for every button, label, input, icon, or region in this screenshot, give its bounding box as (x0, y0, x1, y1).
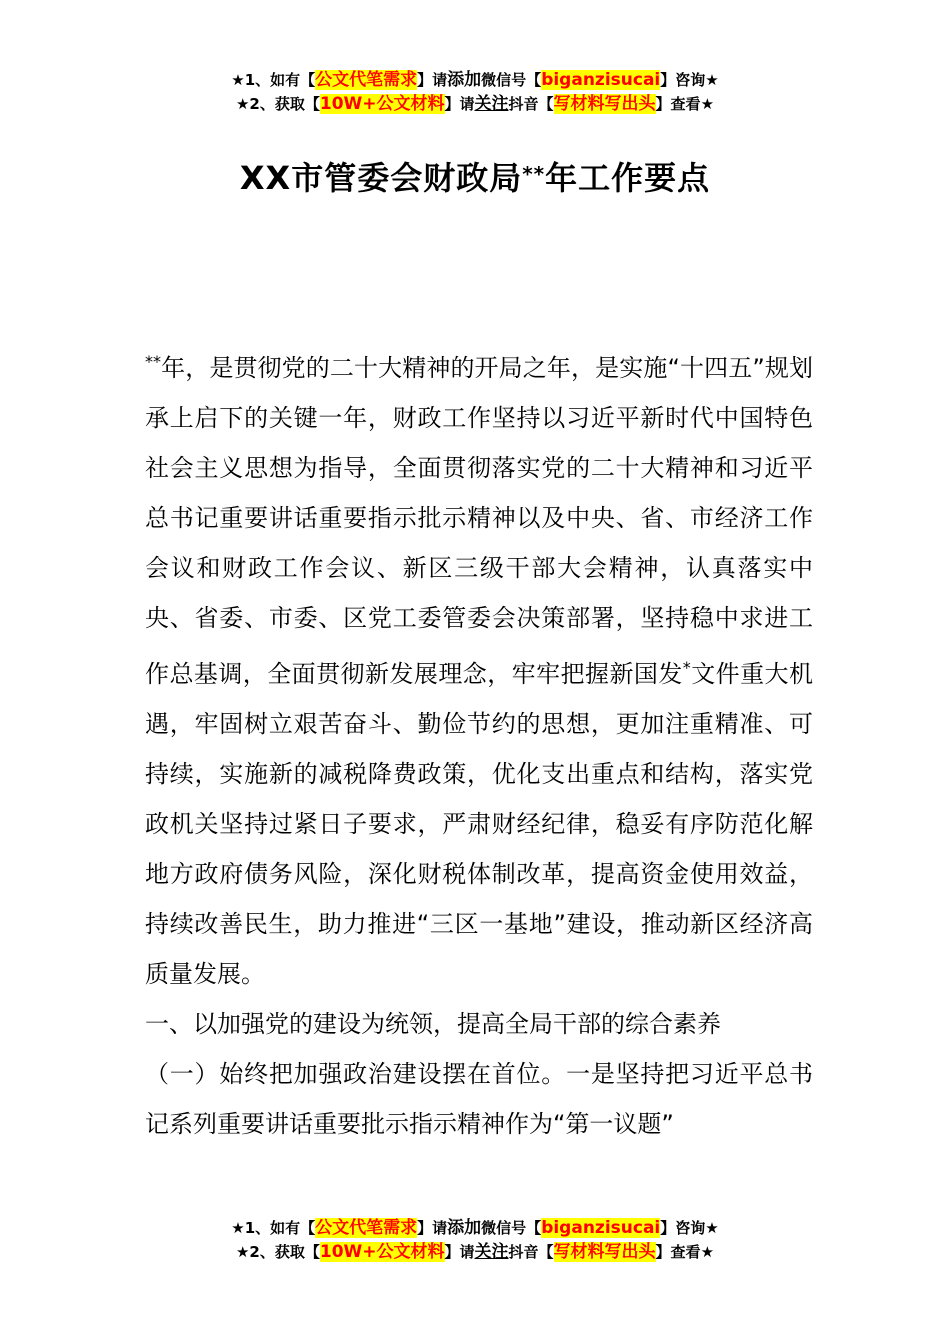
banner-text: 抖音【 (508, 95, 554, 113)
banner-line-2 (0, 1240, 950, 1264)
title-text: 年工作要点 (545, 159, 711, 197)
emphasis-add: 添加 (447, 70, 482, 90)
title-text: XX市管委会财政局 (239, 159, 523, 197)
banner-text: 】请 (444, 95, 475, 113)
highlight-service: 公文代笔需求 (315, 70, 418, 90)
highlight-materials: 10W+公文材料 (319, 1242, 445, 1262)
banner-text: 1、如有【 (244, 71, 316, 89)
star-icon: ★ (235, 95, 250, 113)
banner-text: 】请 (444, 1243, 475, 1261)
banner-text: 】查看 (655, 1243, 701, 1261)
star-icon: ★ (705, 1219, 719, 1237)
banner-text: 2、获取【 (249, 95, 320, 113)
highlight-materials: 10W+公文材料 (319, 94, 445, 114)
highlight-service: 公文代笔需求 (315, 1218, 418, 1238)
intro-paragraph (145, 337, 813, 999)
emphasis-follow: 关注 (474, 1242, 509, 1262)
banner-text: 】咨询 (660, 71, 706, 89)
banner-text: 抖音【 (508, 1243, 554, 1261)
star-icon: ★ (235, 1243, 250, 1261)
year-asterisks: ** (145, 352, 161, 371)
banner-text: 】咨询 (660, 1219, 706, 1237)
banner-text: 】请 (417, 1219, 448, 1237)
doc-number-asterisk: * (682, 658, 691, 677)
document-title (0, 146, 950, 206)
banner-text: 】查看 (655, 95, 701, 113)
paragraph-text: 年，是贯彻党的二十大精神的开局之年，是实施“十四五”规划承上启下的关键一年，财政工作坚持以习近平新时代中国特色社会主义思想为指导，全面贯彻落实党的二十大精神和习近平总书记重要讲话重要指示批示精神以及中央、省、市经济工作会议和财政工作会议、新区三级干部大会精神，认真落实中央、省委、市委、区党工委管委会决策部署，坚持稳中求进工作总基调，全面贯彻新发展理念，牢牢把握新国发 (145, 354, 813, 688)
footer-banner (0, 1216, 950, 1264)
section-heading-1: 一、以加强党的建设为统领，提高全局干部的综合素养 (145, 1010, 721, 1038)
highlight-douyin: 写材料写出头 (553, 94, 656, 114)
paragraph-text: 文件重大机遇，牢固树立艰苦奋斗、勤俭节约的思想，更加注重精准、可持续，实施新的减税降费政策，优化支出重点和结构，落实党政机关坚持过紧日子要求，严肃财经纪律，稳妥有序防范化解地方政府债务风险，深化财税体制改革，提高资金使用效益，持续改善民生，助力推进“三区一基地”建设，推动新区经济高质量发展。 (145, 660, 814, 988)
emphasis-follow: 关注 (474, 94, 509, 114)
banner-line-1 (0, 1216, 950, 1240)
star-icon: ★ (705, 71, 719, 89)
banner-line-2 (0, 92, 950, 116)
banner-text: 2、获取【 (249, 1243, 320, 1261)
document-body (145, 337, 813, 1149)
emphasis-add: 添加 (447, 1218, 482, 1238)
star-icon: ★ (231, 1219, 245, 1237)
header-banner (0, 68, 950, 116)
star-icon: ★ (700, 1243, 715, 1261)
banner-text: 微信号【 (481, 1219, 542, 1237)
highlight-wechat-id: biganzisucai (541, 1218, 661, 1238)
banner-text: 】请 (417, 71, 448, 89)
banner-text: 1、如有【 (244, 1219, 316, 1237)
banner-line-1 (0, 68, 950, 92)
title-asterisks: ** (522, 162, 546, 186)
star-icon: ★ (700, 95, 715, 113)
subsection-paragraph: （一）始终把加强政治建设摆在首位。一是坚持把习近平总书记系列重要讲话重要批示指示精神作为“第一议题” (145, 1060, 813, 1138)
star-icon: ★ (231, 71, 245, 89)
highlight-wechat-id: biganzisucai (541, 70, 661, 90)
highlight-douyin: 写材料写出头 (553, 1242, 656, 1262)
banner-text: 微信号【 (481, 71, 542, 89)
